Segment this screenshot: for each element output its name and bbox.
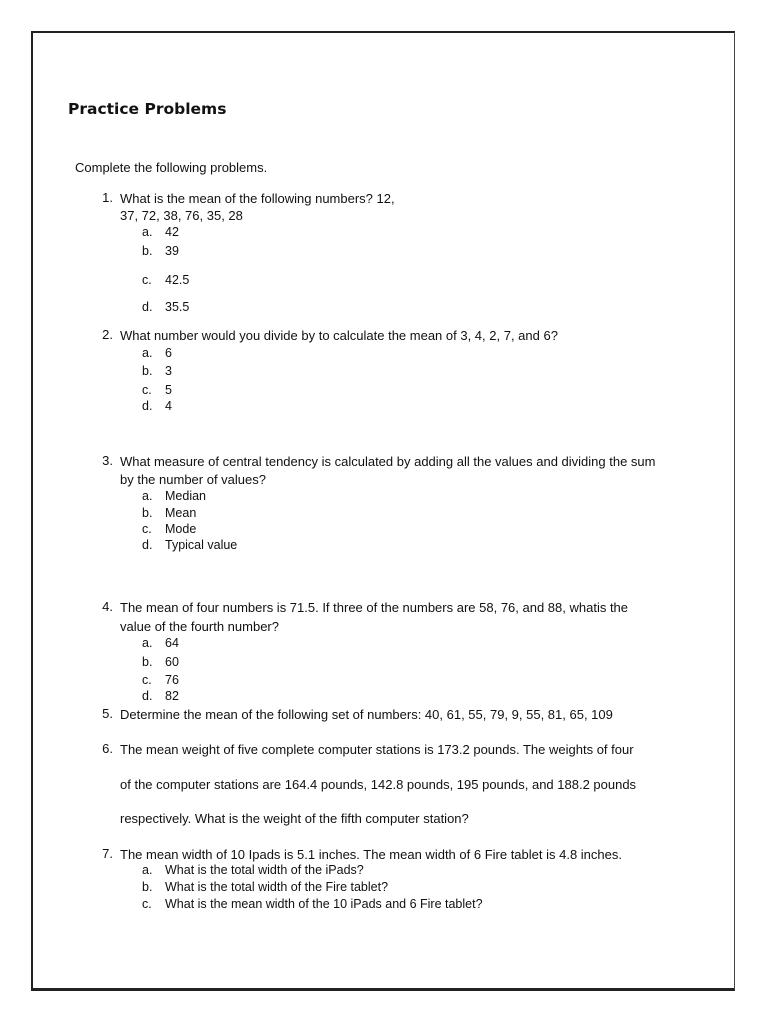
question-text: The mean weight of five complete computer stations is 173.2 pounds. The weights of four [120,742,634,757]
option-letter: b. [142,506,153,520]
question-text: What is the mean of the following numbers? 12, [120,191,395,206]
option-letter: c. [142,273,152,287]
question-number: 5. [102,706,113,721]
option-letter: d. [142,300,153,314]
option-text: 42 [165,225,179,239]
option-letter: d. [142,538,153,552]
page-title: Practice Problems [68,100,227,118]
option-letter: c. [142,673,152,687]
question-text: The mean width of 10 Ipads is 5.1 inches. The mean width of 6 Fire tablet is 4.8 inches. [120,847,622,862]
option-text: 64 [165,636,179,650]
option-text: 35.5 [165,300,190,314]
question-number: 3. [102,453,113,468]
option-letter: a. [142,225,153,239]
option-letter: b. [142,244,153,258]
instructions: Complete the following problems. [75,160,268,175]
option-letter: c. [142,522,152,536]
option-text: 42.5 [165,273,190,287]
question-number: 1. [102,190,113,205]
option-text: 5 [165,383,172,397]
option-text: What is the total width of the Fire tablet? [165,880,389,894]
question-text: of the computer stations are 164.4 pounds, 142.8 pounds, 195 pounds, and 188.2 pounds [120,777,637,792]
option-letter: b. [142,655,153,669]
question-text: Determine the mean of the following set of numbers: 40, 61, 55, 79, 9, 55, 81, 65, 109 [120,707,613,722]
option-text: Mode [165,522,197,536]
question-text: value of the fourth number? [120,619,279,634]
option-text: What is the mean width of the 10 iPads and 6 Fire tablet? [165,897,483,911]
option-letter: a. [142,346,153,360]
option-text: 82 [165,689,179,703]
option-letter: b. [142,880,153,894]
option-text: 4 [165,399,172,413]
option-letter: b. [142,364,153,378]
option-letter: a. [142,636,153,650]
option-text: 60 [165,655,179,669]
option-text: 76 [165,673,179,687]
option-letter: d. [142,399,153,413]
option-letter: d. [142,689,153,703]
question-text: What measure of central tendency is calculated by adding all the values and dividing the sum [120,454,656,469]
question-number: 7. [102,846,113,861]
option-text: Mean [165,506,197,520]
option-letter: a. [142,489,153,503]
option-letter: c. [142,897,152,911]
option-letter: a. [142,863,153,877]
option-text: What is the total width of the iPads? [165,863,364,877]
option-letter: c. [142,383,152,397]
question-text: What number would you divide by to calculate the mean of 3, 4, 2, 7, and 6? [120,328,558,343]
option-text: Typical value [165,538,238,552]
question-number: 4. [102,599,113,614]
question-number: 6. [102,741,113,756]
question-text: by the number of values? [120,472,266,487]
option-text: 3 [165,364,172,378]
option-text: 6 [165,346,172,360]
option-text: Median [165,489,206,503]
question-text: 37, 72, 38, 76, 35, 28 [120,208,243,223]
question-text: respectively. What is the weight of the fifth computer station? [120,811,469,826]
question-text: The mean of four numbers is 71.5. If three of the numbers are 58, 76, and 88, whatis the [120,600,629,615]
question-number: 2. [102,327,113,342]
option-text: 39 [165,244,179,258]
